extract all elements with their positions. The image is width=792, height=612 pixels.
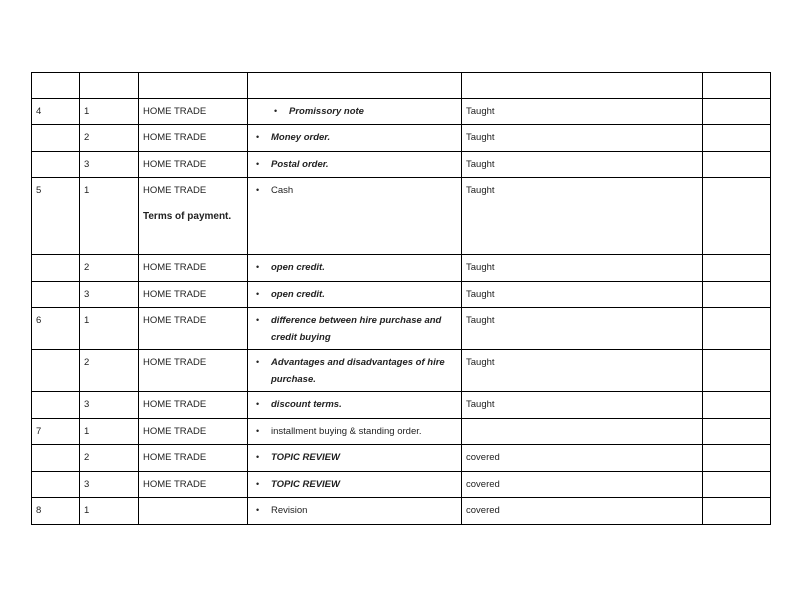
- topic-text: TOPIC REVIEW: [271, 479, 340, 490]
- status-cell: [462, 350, 703, 392]
- week-cell-text: 5: [36, 185, 42, 196]
- topic-cell: [248, 308, 462, 350]
- lesson-cell: [80, 350, 139, 392]
- lesson-cell: [80, 178, 139, 255]
- topic-text: discount terms.: [271, 399, 342, 410]
- lesson-cell-text: 1: [84, 315, 90, 326]
- lesson-cell-text: 2: [84, 132, 90, 143]
- topic-text: Advantages and disadvantages of hire purchase.: [271, 357, 445, 385]
- remarks-cell: [703, 498, 771, 525]
- topic-cell: [248, 419, 462, 445]
- subject-cell: [139, 152, 248, 178]
- remarks-cell: [703, 419, 771, 445]
- remarks-cell: [703, 392, 771, 419]
- topic-text: open credit.: [271, 289, 325, 300]
- topic-cell: [248, 255, 462, 282]
- bullet-icon: •: [256, 505, 260, 515]
- week-cell: [32, 392, 80, 419]
- status-cell: [462, 308, 703, 350]
- subject-cell-text: HOME TRADE: [143, 132, 207, 143]
- subject-cell: [139, 472, 248, 498]
- subject-cell: [139, 498, 248, 525]
- week-cell: [32, 419, 80, 445]
- subject-cell: [139, 308, 248, 350]
- bullet-icon: •: [256, 132, 260, 142]
- status-cell-text: Taught: [466, 132, 495, 143]
- week-cell: [32, 152, 80, 178]
- week-cell: [32, 308, 80, 350]
- week-cell: [32, 125, 80, 152]
- status-cell: [462, 419, 703, 445]
- remarks-cell: [703, 152, 771, 178]
- table-row: [32, 472, 771, 498]
- lesson-cell: [80, 125, 139, 152]
- scheme-of-work-table: [31, 72, 771, 525]
- subject-cell-text: HOME TRADE: [143, 426, 207, 437]
- status-cell: [462, 152, 703, 178]
- table-row: [32, 445, 771, 472]
- week-cell-text: 6: [36, 315, 42, 326]
- topic-cell: [248, 472, 462, 498]
- topic-text: TOPIC REVIEW: [271, 452, 340, 463]
- subject-cell-text: HOME TRADE: [143, 262, 207, 273]
- topic-cell: [248, 152, 462, 178]
- topic-text: Cash: [271, 185, 294, 196]
- bullet-icon: •: [256, 452, 260, 462]
- table-row: [32, 282, 771, 308]
- status-cell: [462, 445, 703, 472]
- remarks-cell: [703, 99, 771, 125]
- remarks-cell: [703, 445, 771, 472]
- lesson-cell: [80, 152, 139, 178]
- remarks-cell: [703, 255, 771, 282]
- bullet-icon: •: [256, 315, 260, 325]
- topic-cell: [248, 498, 462, 525]
- topic-cell: [248, 282, 462, 308]
- bullet-icon: •: [274, 106, 278, 116]
- bullet-icon: •: [256, 262, 260, 272]
- remarks-cell: [703, 308, 771, 350]
- status-cell: [462, 99, 703, 125]
- week-cell: [32, 472, 80, 498]
- lesson-cell: [80, 308, 139, 350]
- table-row: [32, 125, 771, 152]
- subtopic-label: Terms of payment.: [143, 211, 232, 222]
- status-cell-text: Taught: [466, 185, 495, 196]
- remarks-cell: [703, 282, 771, 308]
- remarks-cell: [703, 178, 771, 255]
- subject-cell-text: HOME TRADE: [143, 106, 207, 117]
- lesson-cell: [80, 282, 139, 308]
- lesson-cell: [80, 498, 139, 525]
- table-row: [32, 178, 771, 255]
- subject-cell: [139, 178, 248, 255]
- subject-cell: [139, 125, 248, 152]
- topic-cell: [248, 350, 462, 392]
- bullet-icon: •: [256, 289, 260, 299]
- bullet-icon: •: [256, 426, 260, 436]
- status-cell-text: Taught: [466, 106, 495, 117]
- table-row: [32, 255, 771, 282]
- lesson-cell: [80, 255, 139, 282]
- week-cell: [32, 255, 80, 282]
- lesson-cell: [80, 419, 139, 445]
- lesson-cell: [80, 99, 139, 125]
- lesson-cell-text: 2: [84, 452, 90, 463]
- status-cell-text: Taught: [466, 289, 495, 300]
- status-cell: [462, 282, 703, 308]
- bullet-icon: •: [256, 399, 260, 409]
- table-header-row: [32, 73, 771, 99]
- week-cell: [32, 73, 80, 99]
- subject-cell: [139, 73, 248, 99]
- subject-cell-text: HOME TRADE: [143, 289, 207, 300]
- bullet-icon: •: [256, 357, 260, 367]
- lesson-cell-text: 1: [84, 505, 90, 516]
- lesson-cell: [80, 392, 139, 419]
- week-cell-text: 4: [36, 106, 42, 117]
- remarks-cell: [703, 125, 771, 152]
- lesson-cell-text: 1: [84, 426, 90, 437]
- topic-cell: [248, 445, 462, 472]
- lesson-cell: [80, 445, 139, 472]
- subject-cell: [139, 419, 248, 445]
- lesson-cell-text: 3: [84, 289, 90, 300]
- remarks-cell: [703, 472, 771, 498]
- status-cell-text: covered: [466, 452, 500, 463]
- lesson-cell-text: 3: [84, 479, 90, 490]
- topic-text: Money order.: [271, 132, 331, 143]
- week-cell: [32, 178, 80, 255]
- lesson-cell-text: 1: [84, 106, 90, 117]
- status-cell-text: covered: [466, 479, 500, 490]
- subject-cell-text: HOME TRADE: [143, 357, 207, 368]
- status-cell: [462, 255, 703, 282]
- status-cell: [462, 178, 703, 255]
- table-row: [32, 99, 771, 125]
- subject-cell: [139, 392, 248, 419]
- table-row: [32, 392, 771, 419]
- week-cell: [32, 445, 80, 472]
- status-cell: [462, 73, 703, 99]
- table-row: [32, 152, 771, 178]
- subject-cell: [139, 350, 248, 392]
- table-row: [32, 350, 771, 392]
- subject-cell-text: HOME TRADE: [143, 452, 207, 463]
- status-cell-text: Taught: [466, 262, 495, 273]
- lesson-cell-text: 2: [84, 262, 90, 273]
- subject-cell: [139, 99, 248, 125]
- lesson-cell-text: 1: [84, 185, 90, 196]
- topic-text: installment buying & standing order.: [271, 426, 422, 437]
- week-cell-text: 8: [36, 505, 42, 516]
- status-cell: [462, 392, 703, 419]
- topic-text: difference between hire purchase and credit buying: [271, 315, 442, 343]
- status-cell-text: Taught: [466, 315, 495, 326]
- status-cell: [462, 472, 703, 498]
- status-cell-text: Taught: [466, 399, 495, 410]
- week-cell: [32, 99, 80, 125]
- topic-cell: [248, 125, 462, 152]
- topic-cell: [248, 178, 462, 255]
- table-row: [32, 419, 771, 445]
- subject-cell: [139, 282, 248, 308]
- week-cell: [32, 350, 80, 392]
- lesson-cell: [80, 73, 139, 99]
- topic-text: open credit.: [271, 262, 325, 273]
- week-cell: [32, 282, 80, 308]
- topic-cell: [248, 73, 462, 99]
- week-cell: [32, 498, 80, 525]
- lesson-cell-text: 3: [84, 399, 90, 410]
- subject-cell: [139, 255, 248, 282]
- subject-cell-text: HOME TRADE: [143, 399, 207, 410]
- topic-text: Promissory note: [289, 106, 364, 117]
- status-cell-text: Taught: [466, 159, 495, 170]
- lesson-cell-text: 2: [84, 357, 90, 368]
- table-row: [32, 308, 771, 350]
- table-row: [32, 498, 771, 525]
- topic-cell: [248, 392, 462, 419]
- remarks-cell: [703, 73, 771, 99]
- subject-cell-text: HOME TRADE: [143, 479, 207, 490]
- bullet-icon: •: [256, 185, 260, 195]
- subject-cell-text: HOME TRADE: [143, 315, 207, 326]
- status-cell-text: Taught: [466, 357, 495, 368]
- remarks-cell: [703, 350, 771, 392]
- lesson-cell-text: 3: [84, 159, 90, 170]
- topic-cell: [248, 99, 462, 125]
- bullet-icon: •: [256, 159, 260, 169]
- subject-cell-text: HOME TRADE: [143, 185, 207, 196]
- topic-text: Postal order.: [271, 159, 329, 170]
- status-cell: [462, 125, 703, 152]
- lesson-cell: [80, 472, 139, 498]
- week-cell-text: 7: [36, 426, 42, 437]
- subject-cell: [139, 445, 248, 472]
- bullet-icon: •: [256, 479, 260, 489]
- topic-text: Revision: [271, 505, 308, 516]
- status-cell: [462, 498, 703, 525]
- subject-cell-text: HOME TRADE: [143, 159, 207, 170]
- status-cell-text: covered: [466, 505, 500, 516]
